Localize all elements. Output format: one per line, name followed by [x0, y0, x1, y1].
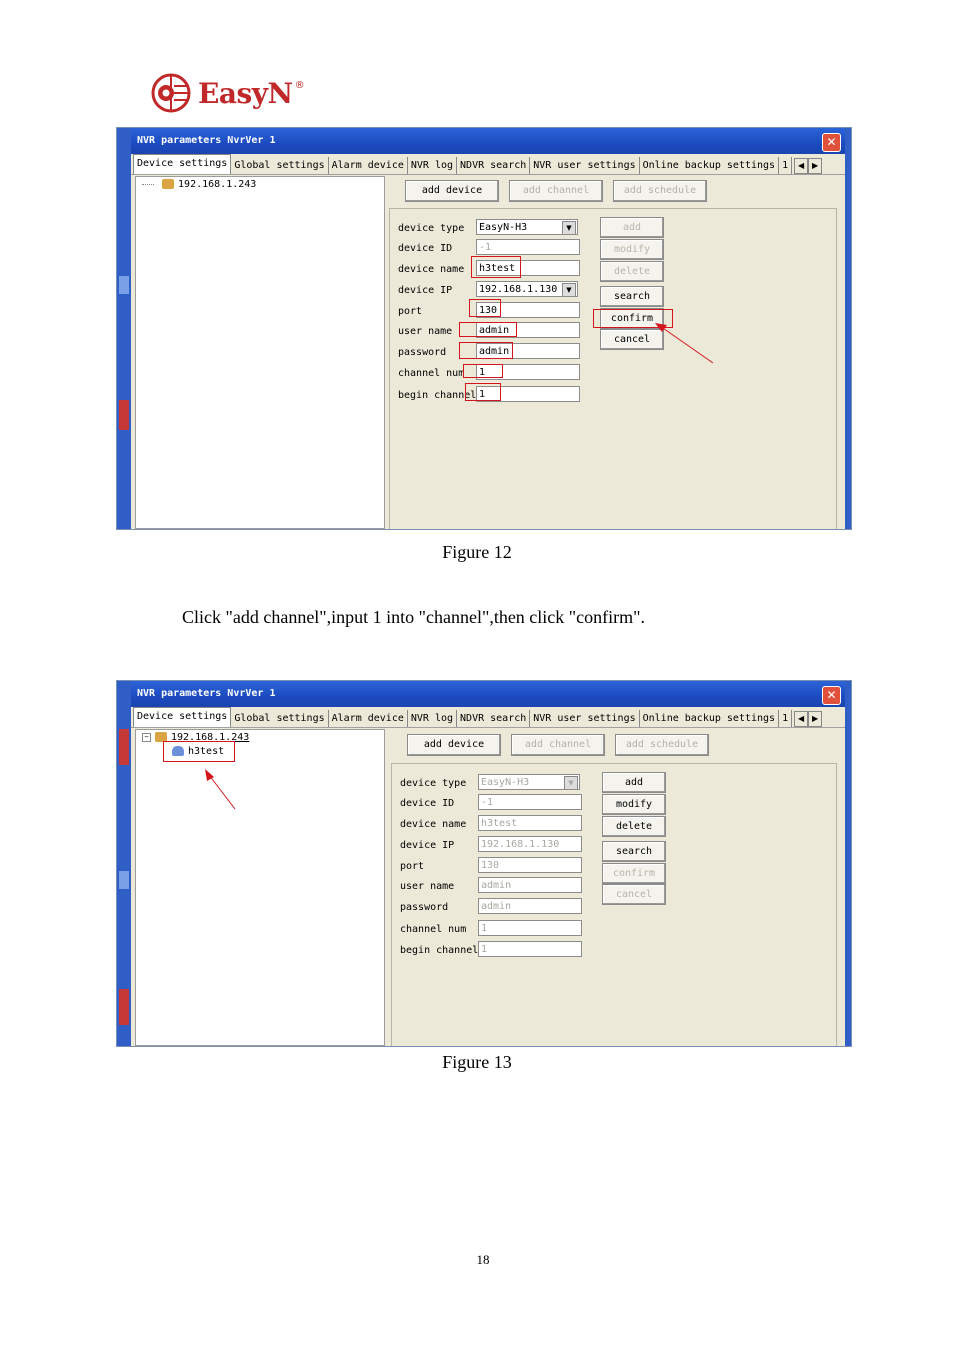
- begin-channel-field[interactable]: 1: [478, 941, 582, 957]
- device-name-label: device name: [400, 819, 467, 830]
- device-type-label: device type: [398, 223, 465, 234]
- device-name-field[interactable]: h3test: [478, 815, 582, 831]
- add-schedule-button[interactable]: add schedule: [615, 734, 709, 756]
- add-channel-button[interactable]: add channel: [509, 180, 603, 202]
- cancel-button[interactable]: cancel: [600, 329, 664, 350]
- tab-alarm-device[interactable]: Alarm device: [329, 710, 408, 727]
- tab-device-settings[interactable]: Device settings: [133, 707, 231, 727]
- port-field[interactable]: 130: [476, 302, 580, 318]
- channel-num-field[interactable]: 1: [476, 364, 580, 380]
- easyn-logo-icon: [150, 72, 192, 114]
- tab-overflow[interactable]: 1: [779, 710, 792, 727]
- modify-button[interactable]: modify: [602, 794, 666, 815]
- tab-global-settings[interactable]: Global settings: [231, 157, 328, 174]
- dropdown-arrow-icon[interactable]: ▼: [562, 221, 576, 235]
- channel-num-field[interactable]: 1: [478, 920, 582, 936]
- tab-nvr-log[interactable]: NVR log: [408, 710, 457, 727]
- close-icon[interactable]: ✕: [822, 133, 841, 152]
- device-name-label: device name: [398, 264, 465, 275]
- tab-overflow[interactable]: 1: [779, 157, 792, 174]
- user-name-label: user name: [400, 881, 455, 892]
- dropdown-arrow-icon[interactable]: ▼: [562, 283, 576, 297]
- window-title: NVR parameters NvrVer 1: [131, 128, 845, 154]
- logo-brand-text: EasyN: [198, 76, 293, 110]
- password-label: password: [400, 902, 449, 913]
- figure-12-caption: Figure 12: [442, 542, 512, 562]
- delete-button[interactable]: delete: [600, 261, 664, 282]
- close-icon[interactable]: ✕: [822, 686, 841, 705]
- port-field[interactable]: 130: [478, 857, 582, 873]
- device-ip-label: device IP: [400, 840, 455, 851]
- figure-12-screenshot: [116, 127, 852, 530]
- add-schedule-button[interactable]: add schedule: [613, 180, 707, 202]
- add-device-button[interactable]: add device: [407, 734, 501, 756]
- device-type-value: EasyN-H3: [479, 222, 528, 233]
- tab-left-arrow-icon[interactable]: ◀: [794, 158, 808, 174]
- add-button[interactable]: add: [600, 217, 664, 238]
- search-button[interactable]: search: [600, 286, 664, 307]
- tab-online-backup-settings[interactable]: Online backup settings: [640, 157, 779, 174]
- tab-global-settings[interactable]: Global settings: [231, 710, 328, 727]
- tab-right-arrow-icon[interactable]: ▶: [808, 711, 822, 727]
- tab-online-backup-settings[interactable]: Online backup settings: [640, 710, 779, 727]
- device-id-field[interactable]: -1: [478, 794, 582, 810]
- figure-13-caption: Figure 13: [442, 1052, 512, 1072]
- tab-left-arrow-icon[interactable]: ◀: [794, 711, 808, 727]
- tab-nvr-user-settings[interactable]: NVR user settings: [530, 157, 639, 174]
- device-name-field[interactable]: h3test: [476, 260, 580, 276]
- add-channel-button[interactable]: add channel: [511, 734, 605, 756]
- tab-ndvr-search[interactable]: NDVR search: [457, 157, 530, 174]
- delete-button[interactable]: delete: [602, 816, 666, 837]
- channel-num-label: channel num: [398, 368, 465, 379]
- port-label: port: [400, 861, 425, 872]
- instruction-text: Click "add channel",input 1 into "channel",then click "confirm".: [182, 607, 645, 627]
- tree-root-label: 192.168.1.243: [171, 732, 250, 743]
- device-ip-field[interactable]: 192.168.1.130: [478, 836, 582, 852]
- confirm-button[interactable]: confirm: [602, 863, 666, 884]
- device-ip-value: 192.168.1.130: [479, 284, 558, 295]
- red-pointer-arrow-icon: [117, 128, 851, 529]
- device-id-field[interactable]: -1: [476, 239, 580, 255]
- user-name-label: user name: [398, 326, 453, 337]
- modify-button[interactable]: modify: [600, 239, 664, 260]
- tab-right-arrow-icon[interactable]: ▶: [808, 158, 822, 174]
- red-pointer-arrow-icon: [117, 681, 851, 1046]
- dropdown-arrow-icon[interactable]: ▼: [564, 776, 578, 790]
- port-label: port: [398, 306, 423, 317]
- add-button[interactable]: add: [602, 772, 666, 793]
- begin-channel-field[interactable]: 1: [476, 386, 580, 402]
- confirm-button[interactable]: confirm: [600, 308, 664, 329]
- tab-alarm-device[interactable]: Alarm device: [329, 157, 408, 174]
- page-number: 18: [476, 1252, 490, 1267]
- window-title: NVR parameters NvrVer 1: [131, 681, 845, 707]
- password-field[interactable]: admin: [478, 898, 582, 914]
- tree-root-label: 192.168.1.243: [178, 179, 257, 190]
- tab-nvr-log[interactable]: NVR log: [408, 157, 457, 174]
- figure-13-screenshot: [116, 680, 852, 1047]
- logo-registered-mark: ®: [294, 79, 305, 91]
- device-id-label: device ID: [400, 798, 455, 809]
- channel-num-label: channel num: [400, 924, 467, 935]
- device-type-value: EasyN-H3: [481, 777, 530, 788]
- tab-ndvr-search[interactable]: NDVR search: [457, 710, 530, 727]
- tab-device-settings[interactable]: Device settings: [133, 154, 231, 174]
- easyn-logo: [150, 70, 305, 116]
- password-field[interactable]: admin: [476, 343, 580, 359]
- add-device-button[interactable]: add device: [405, 180, 499, 202]
- begin-channel-label: begin channel: [398, 390, 477, 401]
- tree-child-label: h3test: [188, 746, 225, 757]
- begin-channel-label: begin channel: [400, 945, 479, 956]
- device-id-label: device ID: [398, 243, 453, 254]
- cancel-button[interactable]: cancel: [602, 884, 666, 905]
- user-name-field[interactable]: admin: [476, 322, 580, 338]
- password-label: password: [398, 347, 447, 358]
- tree-collapse-icon[interactable]: −: [142, 733, 151, 742]
- search-button[interactable]: search: [602, 841, 666, 862]
- device-ip-label: device IP: [398, 285, 453, 296]
- user-name-field[interactable]: admin: [478, 877, 582, 893]
- tab-nvr-user-settings[interactable]: NVR user settings: [530, 710, 639, 727]
- device-type-label: device type: [400, 778, 467, 789]
